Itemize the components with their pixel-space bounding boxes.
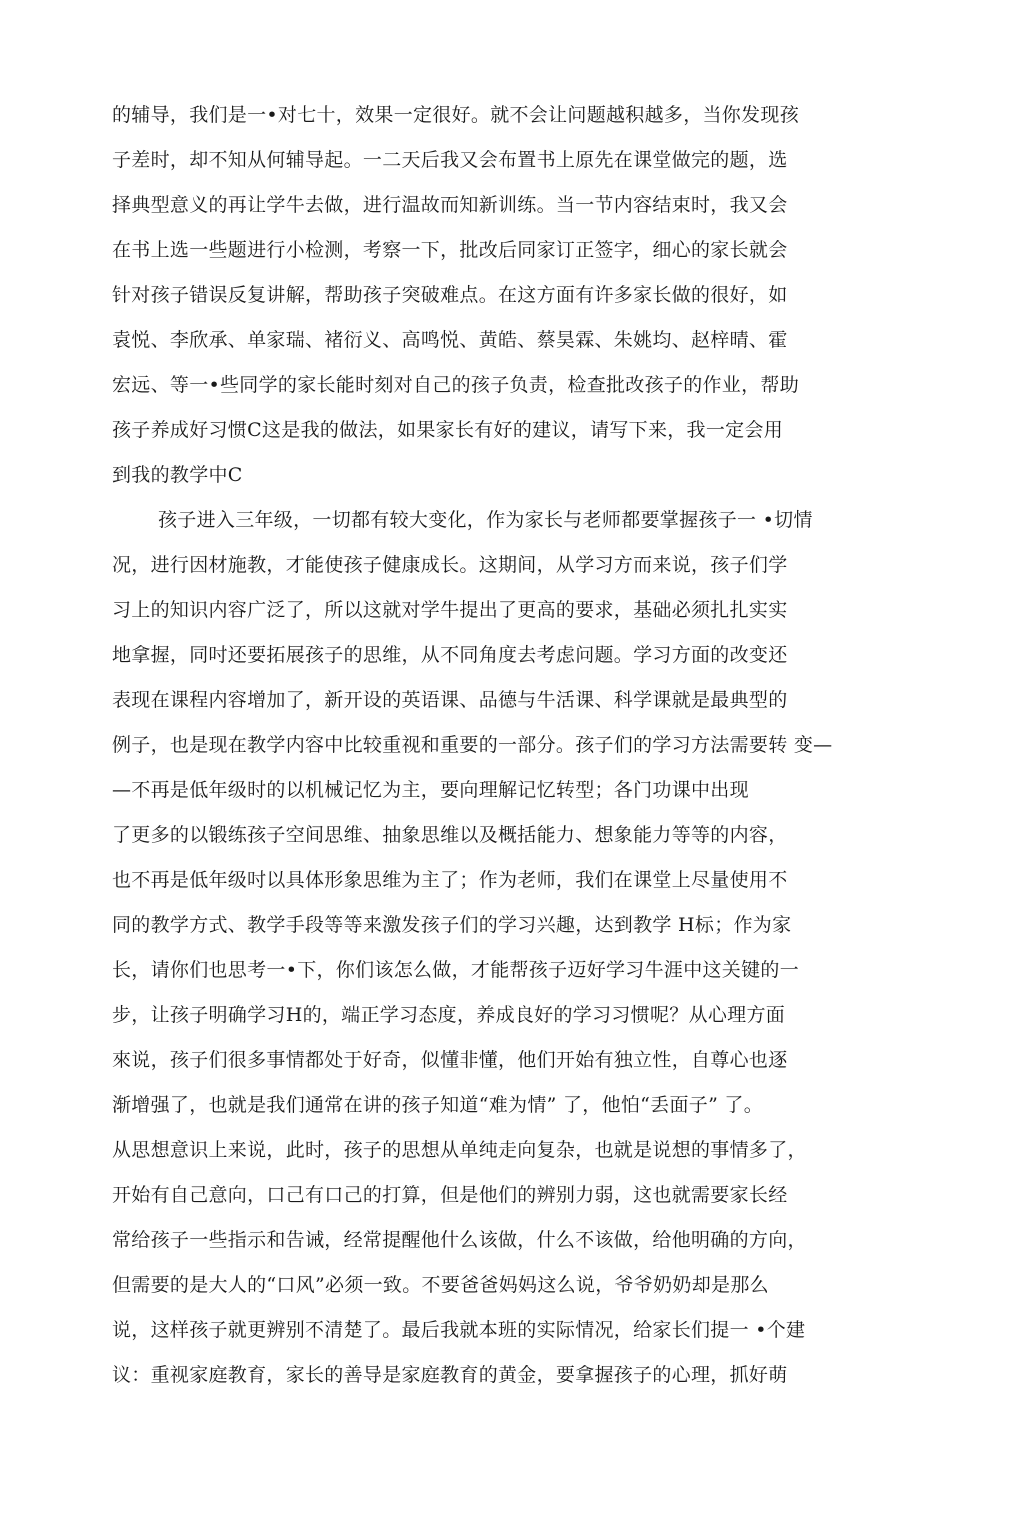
text-line: 针对孩子错误反复讲解，帮助孩子突破难点。在这方面有许多家长做的很好，如 bbox=[112, 284, 788, 306]
text-line: 了更多的以锻练孩子空间思维、抽象思维以及概括能力、想象能力等等的内容， bbox=[112, 824, 788, 846]
text-line: 在书上选一些题进行小检测，考察一下，批改后同家订正签字，细心的家长就会 bbox=[112, 239, 788, 261]
text-line: 择典型意义的再让学牛去做，进行温故而知新训练。当一节内容结束时，我又会 bbox=[112, 194, 788, 216]
text-line: 渐增强了，也就是我们通常在讲的孩子知道“难为情” 了，他怕“丢面子” 了。 bbox=[112, 1094, 764, 1116]
text-line: 但需要的是大人的“口风”必须一致。不要爸爸妈妈这么说，爷爷奶奶却是那么 bbox=[112, 1274, 769, 1296]
text-line: 的辅导，我们是一•对七十，效果一定很好。就不会让问题越积越多，当你发现孩 bbox=[112, 104, 800, 126]
text-line: 常给孩子一些指示和告诫，经常提醒他什么该做，什么不该做，给他明确的方向， bbox=[112, 1229, 807, 1251]
text-line: 议：重视家庭教育，家长的善导是家庭教育的黄金，要拿握孩子的心理，抓好萌 bbox=[112, 1364, 788, 1386]
text-line: 况，进行因材施教，才能使孩子健康成长。这期间，从学习方而来说，孩子们学 bbox=[112, 554, 788, 576]
text-line: 孩子养成好习惯C这是我的做法，如果家长有好的建议，请写下来，我一定会用 bbox=[112, 419, 784, 441]
text-line: 说，这样孩子就更辨别不清楚了。最后我就本班的实际情况，给家长们提一 •个建 bbox=[112, 1319, 806, 1341]
text-line: 长，请你们也思考一•下，你们该怎么做，才能帮孩子迈好学习牛涯中这关键的一 bbox=[112, 959, 800, 981]
text-line: —不再是低年级时的以机械记忆为主，要向理解记忆转型；各门功课中出现 bbox=[112, 779, 749, 801]
text-line: 袁悦、李欣承、单家瑞、褚衍义、高鸣悦、黄皓、蔡昊霖、朱姚均、赵梓晴、霍 bbox=[112, 329, 788, 351]
text-line: 也不再是低年级吋以具体形象思维为主了；作为老师，我们在课堂上尽量使用不 bbox=[112, 869, 788, 891]
text-line: 到我的教学中C bbox=[112, 464, 243, 486]
text-line: 从思想意识上来说，此时，孩子的思想从单纯走向复杂，也就是说想的事情多了， bbox=[112, 1139, 807, 1161]
text-line: 宏远、等一•些同学的家长能时刻对自己的孩子负责，检查批改孩子的作业，帮助 bbox=[112, 374, 800, 396]
text-line: 子差时，却不知从何辅导起。一二天后我又会布置书上原先在课堂做完的题，选 bbox=[112, 149, 788, 171]
text-line: 习上的知识内容广泛了，所以这就对学牛提出了更高的要求，基础必须扎扎实实 bbox=[112, 599, 788, 621]
text-line: 地拿握，同吋还要拓展孩子的思维，从不同角度去考虑问题。学习方面的改变还 bbox=[112, 644, 788, 666]
paragraph-first-line: 孩子进入三年级，一切都有较大变化，作为家长与老师都要掌握孩子一 •切情 bbox=[158, 509, 813, 531]
text-line: 例子，也是现在教学内容中比较重视和重要的一部分。孩子们的学习方法需要转 变— bbox=[112, 734, 833, 756]
text-line: 同的教学方式、教学手段等等来激发孩子们的学习兴趣，达到教学 H标；作为家 bbox=[112, 914, 792, 936]
text-line: 开始有自己意向，口己有口己的打算，但是他们的辨别力弱，这也就需要家长经 bbox=[112, 1184, 788, 1206]
text-line: 表现在课程内容增加了，新开设的英语课、品德与牛活课、科学课就是最典型的 bbox=[112, 689, 788, 711]
text-line: 來说，孩子们很多事情都处于好奇，似懂非懂，他们开始有独立性，自尊心也逐 bbox=[112, 1049, 788, 1071]
text-line: 步，让孩子明确学习H的，端正学习态度，养成良好的学习习惯呢？从心理方面 bbox=[112, 1004, 786, 1026]
